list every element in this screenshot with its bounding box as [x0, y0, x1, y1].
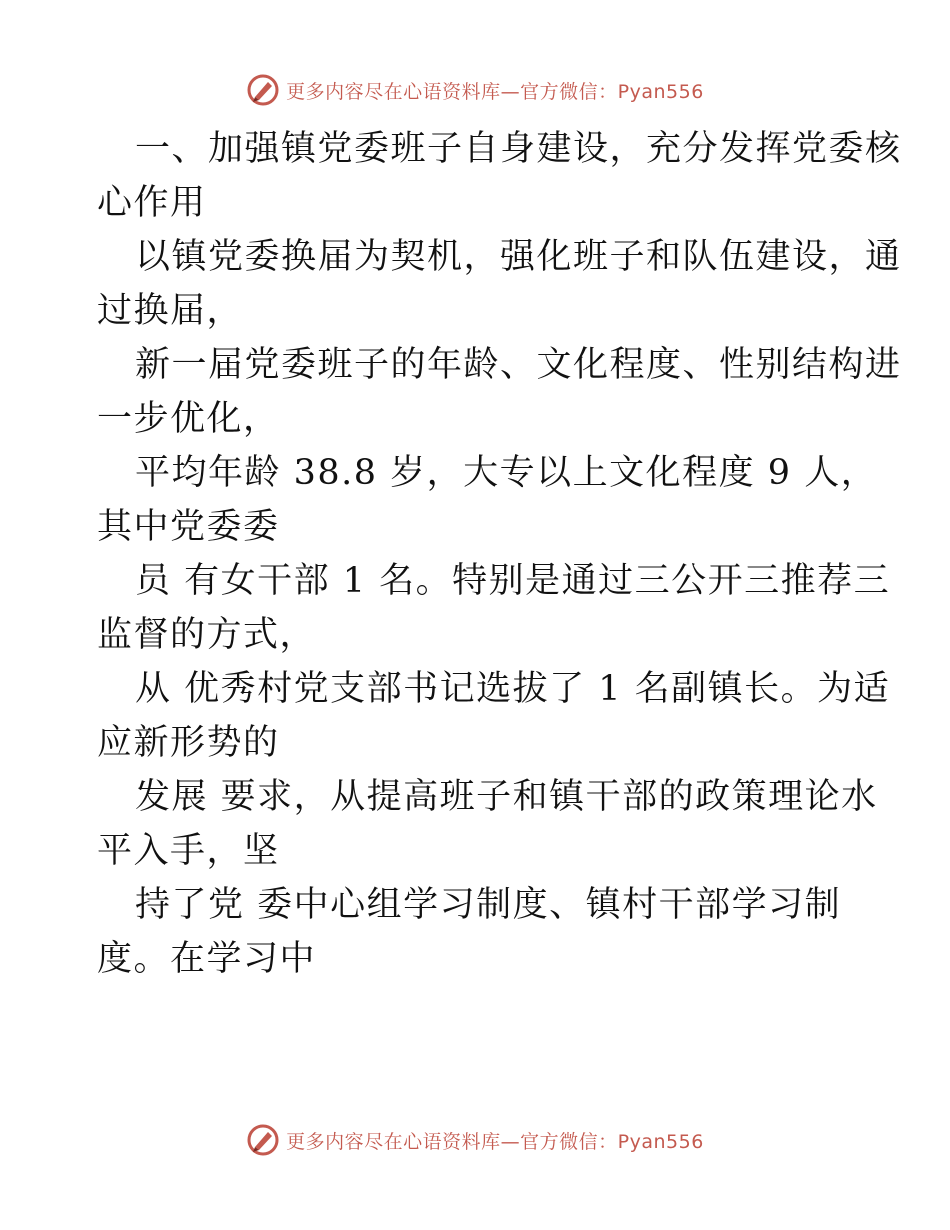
text-line: 发展 要求，从提高班子和镇干部的政策理论水: [135, 777, 878, 817]
text-line: 员 有女干部 1 名。特别是通过三公开三推荐三: [135, 561, 891, 601]
text-line: 应新形势的: [97, 723, 280, 763]
watermark-text: 更多内容尽在心语资料库—官方微信：Pyan556: [286, 1130, 704, 1153]
text-line: 平入手，坚: [97, 831, 280, 871]
text-line: 以镇党委换届为契机，强化班子和队伍建设，通: [135, 237, 902, 277]
text-line: 监督的方式，: [97, 615, 317, 655]
text-line: 心作用: [97, 183, 207, 223]
text-line: 持了党 委中心组学习制度、镇村干部学习制: [135, 885, 842, 925]
text-line: 一步优化，: [97, 399, 280, 439]
header-watermark: [0, 70, 950, 110]
text-line: 从 优秀村党支部书记选拔了 1 名副镇长。为适: [135, 669, 891, 709]
footer-watermark: [0, 1120, 950, 1160]
watermark-group: [246, 1123, 704, 1157]
pen-logo-icon: [246, 73, 280, 107]
watermark-text: 更多内容尽在心语资料库—官方微信：Pyan556: [286, 80, 704, 103]
pen-logo-icon: [246, 1123, 280, 1157]
text-line: 其中党委委: [97, 507, 280, 547]
text-line: 平均年龄 38.8 岁，大专以上文化程度 9 人，: [135, 453, 878, 493]
watermark-group: [246, 73, 704, 107]
text-line: 度。在学习中: [97, 939, 317, 979]
text-line: 一、加强镇党委班子自身建设，充分发挥党委核: [135, 129, 902, 169]
text-line: 新一届党委班子的年龄、文化程度、性别结构进: [135, 345, 902, 385]
document-body: [97, 122, 902, 986]
text-line: 过换届，: [97, 291, 244, 331]
